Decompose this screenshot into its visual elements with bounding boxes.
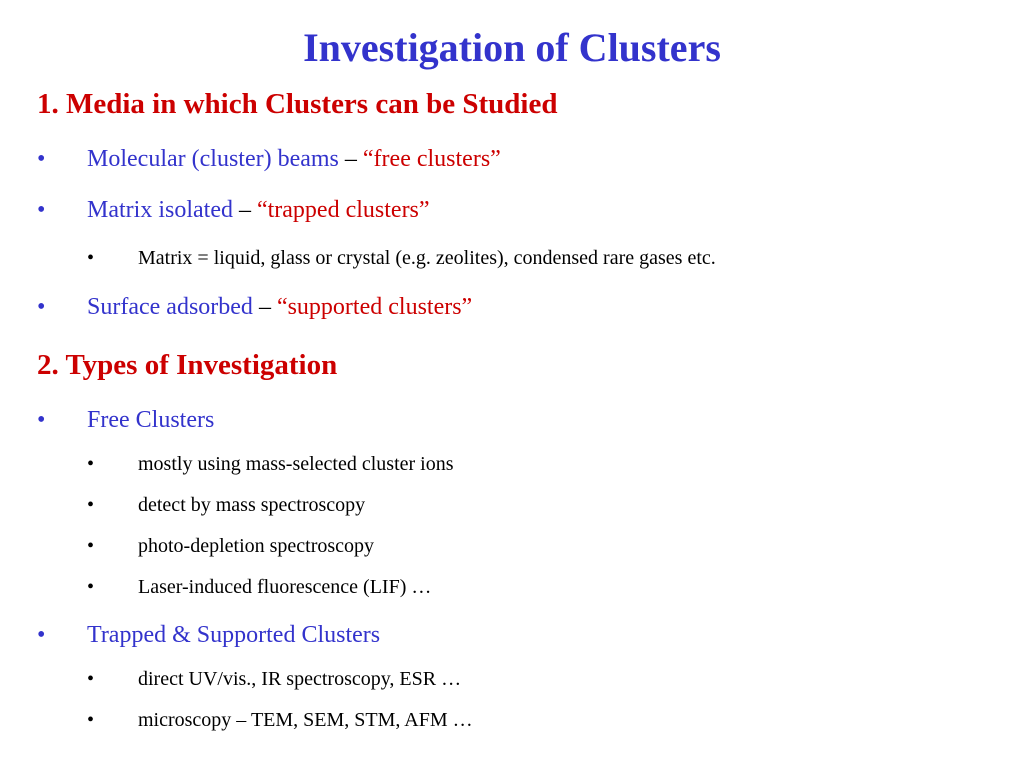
item-dash: – [338, 146, 363, 172]
bullet: • [37, 622, 46, 648]
item-label: Trapped & Supported Clusters [87, 622, 381, 648]
bullet: • [37, 407, 46, 433]
bullet: • [87, 576, 95, 598]
bullet: • [87, 535, 95, 557]
section-heading-types: 2. Types of Investigation [37, 349, 338, 381]
item-quote: “trapped clusters” [256, 197, 430, 223]
bullet: • [87, 709, 95, 731]
item-quote: “supported clusters” [276, 294, 473, 320]
bullet: • [87, 453, 95, 475]
bullet: • [37, 294, 46, 320]
bullet: • [87, 668, 95, 690]
item-term: Surface adsorbed [87, 294, 253, 320]
bullet: • [37, 197, 46, 223]
bullet: • [87, 247, 95, 269]
sub-item-text: direct UV/vis., IR spectroscopy, ESR … [138, 668, 462, 690]
item-label: Free Clusters [87, 407, 215, 433]
sub-item-text: mostly using mass-selected cluster ions [138, 453, 454, 475]
bullet: • [87, 494, 95, 516]
bullet: • [37, 146, 46, 172]
item-quote: “free clusters” [362, 146, 501, 172]
sub-item-text: Laser-induced fluorescence (LIF) … [138, 576, 432, 598]
sub-item-text: microscopy – TEM, SEM, STM, AFM … [138, 709, 473, 731]
sub-item-text: Matrix = liquid, glass or crystal (e.g. zeolites), condensed rare gases etc. [138, 247, 716, 269]
slide-title: Investigation of Clusters [303, 25, 721, 70]
item-term: Matrix isolated [87, 197, 233, 223]
sub-item-text: detect by mass spectroscopy [138, 494, 366, 516]
sub-item-text: photo-depletion spectroscopy [138, 535, 375, 557]
item-term: Molecular (cluster) beams [87, 146, 339, 172]
section-heading-media: 1. Media in which Clusters can be Studied [37, 88, 558, 120]
item-dash: – [252, 294, 277, 320]
item-dash: – [232, 197, 257, 223]
